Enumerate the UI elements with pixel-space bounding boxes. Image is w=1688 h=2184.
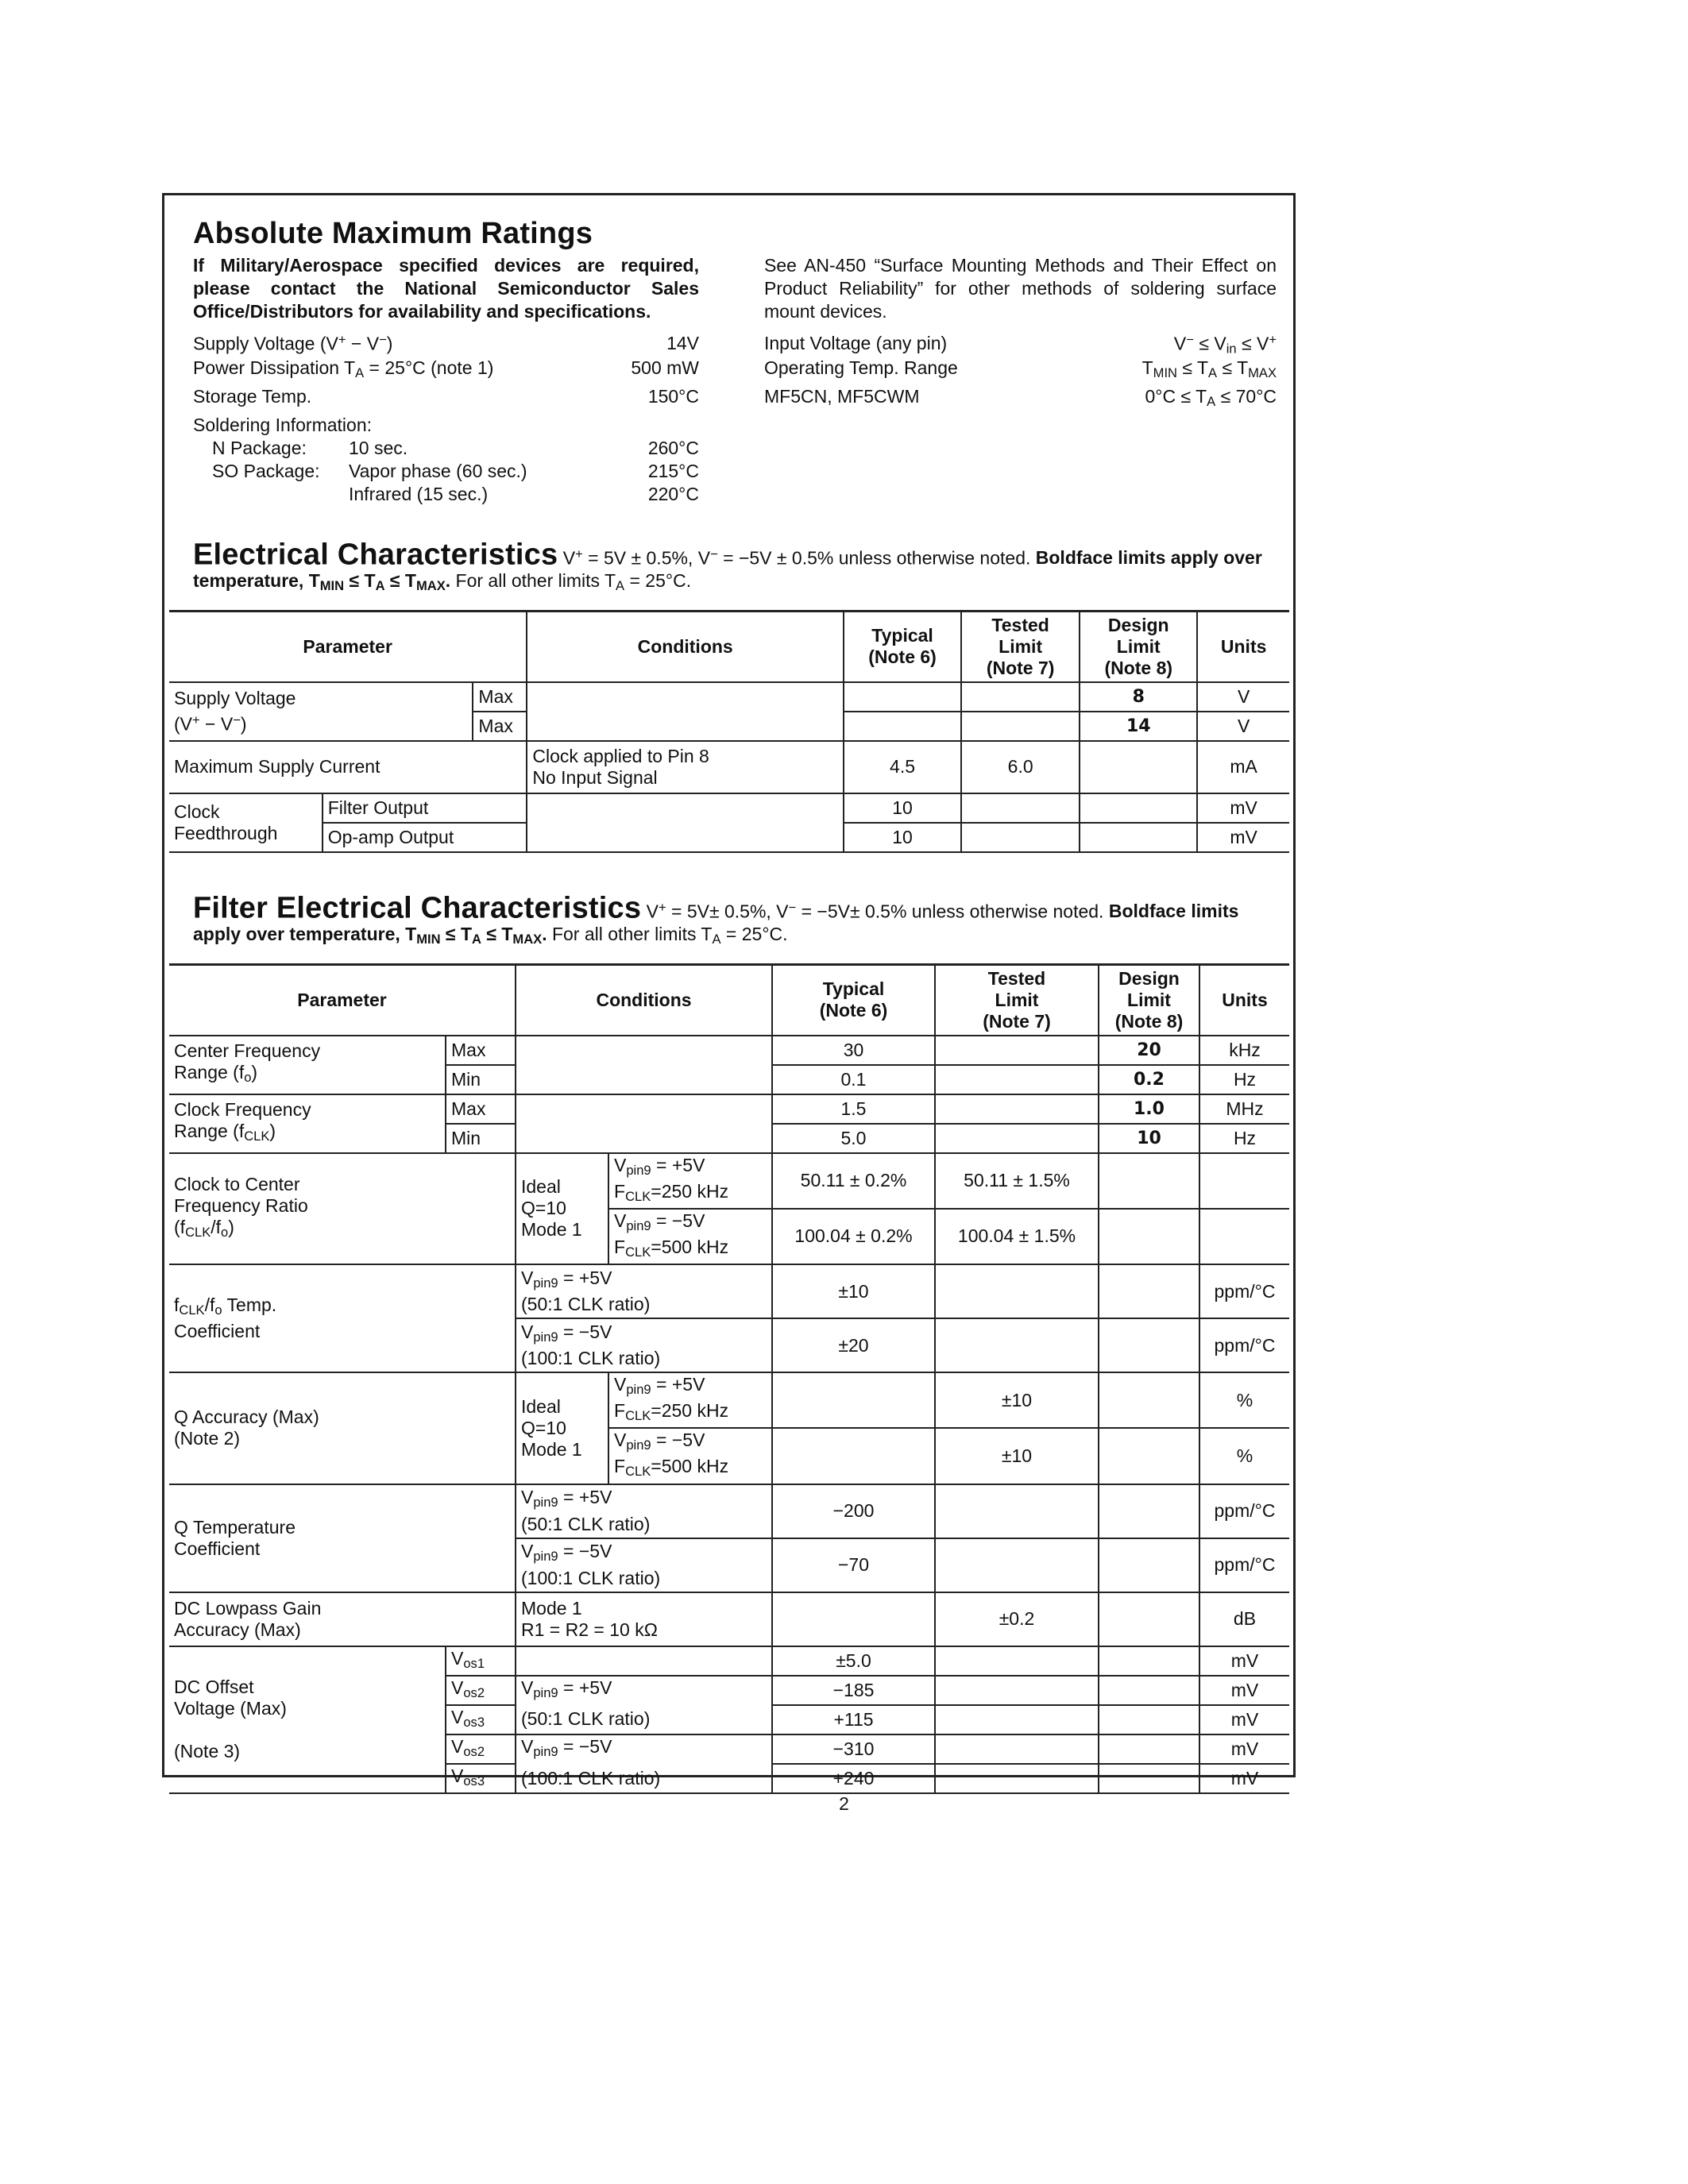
page-number: 2 — [839, 1793, 849, 1814]
table-row: DC Lowpass Gain Accuracy (Max) Mode 1 R1 = R2 = 10 kΩ ±0.2 dB — [169, 1592, 1289, 1646]
soldering-n-package: N Package: 10 sec. 260°C — [212, 438, 699, 458]
rating-input-voltage: Input Voltage (any pin) $V^- \le V_{in} \le V^+$ — [764, 332, 1277, 357]
table-row: $V_{pin9} = -5V$ $F_{CLK}=500$ kHz ±10 % — [169, 1428, 1289, 1484]
table-row: Min 5.0 10 Hz — [169, 1124, 1289, 1153]
soldering-so-vapor: SO Package: Vapor phase (60 sec.) 215°C — [212, 461, 699, 481]
table-row: $V_{pin9} = -5V$ (100:1 CLK ratio) −70 ppm/°C — [169, 1538, 1289, 1592]
table-row: Q Accuracy (Max) (Note 2) Ideal Q=10 Mode 1 $V_{pin9} = +5V$ $F_{CLK}=250$ kHz ±10 % — [169, 1372, 1289, 1428]
table-row: $V_{os3}$ (100:1 CLK ratio) +240 mV — [169, 1764, 1289, 1793]
military-note: If Military/Aerospace specified devices are required, please contact the National Semiconductor Sales Office/Distributors for availability and specifications. — [193, 255, 699, 322]
table-row: Max 14 V — [169, 712, 1289, 741]
table-row: Clock Frequency Range $(f_{CLK})$ Max 1.5 1.0 MHz — [169, 1094, 1289, 1124]
table-row: Center Frequency Range $(f_o)$ Max 30 20 kHz — [169, 1036, 1289, 1065]
filter-table: Parameter Conditions Typical (Note 6) Tested Limit (Note 7) Design Limit (Note 8) Units Center Frequency Range $(f_o)$ Max 30 20 kHz Min 0.1 0.2 Hz Clock Frequency Range $(f_{CLK})$ Max 1.5 1.0 MHz Min 5.0 10 Hz Clock to Center Frequency Ratio $(f_{CLK}/f_o)$ Ideal Q=10 Mode 1 $V_{pin9} = +5V$ $F_{CLK}=250$ kHz 50.11 ± 0.2% 50.11 ± 1.5% $V_{pin9} = -5V$ $F_{CLK}=500$ kHz 100.04 ± 0.2% 100.04 ± 1.5% $f_{CLK}/f_o$ Temp. Coefficient $V_{pin9} = +5V$ (50:1 CLK ratio) ±10 ppm/°C $V_{pin9} = -5V$ (100:1 CLK ratio) ±20 ppm/°C Q Accuracy (Max) (Note 2) Ideal Q=10 Mode 1 $V_{pin9} = +5V$ $F_{CLK}=250$ kHz ±10 % $V_{pin9} = -5V$ $F_{CLK}=500$ kHz ±10 % Q Temperature Coefficient $V_{pin9} = +5V$ (50:1 CLK ratio) −200 ppm/°C $V_{pin9} = -5V$ (100:1 CLK ratio) −70 ppm/°C DC Lowpass Gain Accuracy (Max) Mode 1 R1 = R2 = 10 kΩ ±0.2 dB DC Offset Voltage (Max) (Note 3) $V_{os1}$ ±5.0 mV $V_{os2}$ $V_{pin9} = +5V$ −185 mV $V_{os3}$ (50:1 CLK ratio) +115 mV $V_{os2}$ $V_{pin9} = -5V$ −310 mV $V_{os3}$ (100:1 CLK ratio) +240 mV — [169, 963, 1289, 1794]
table-row: Maximum Supply Current Clock applied to Pin 8 No Input Signal 4.5 6.0 mA — [169, 741, 1289, 793]
table-row: Clock Feedthrough Filter Output 10 mV — [169, 793, 1289, 823]
filter-section-title: Filter Electrical Characteristics V+ = 5V± 0.5%, V− = −5V± 0.5% unless otherwise noted. Boldface limits apply over temperature, $T_{MIN} \le T_A \le T_{MAX}$. For all other limits $T_A = 25^\circ C$. — [193, 891, 1239, 947]
rating-part-temp: MF5CN, MF5CWM $0^\circ C \le T_A \le 70^\circ C$ — [764, 386, 1277, 410]
abs-max-right-column — [764, 254, 1277, 414]
elec-table: Parameter Conditions Typical (Note 6) Tested Limit (Note 7) Design Limit (Note 8) Units Supply Voltage (V+ − V−) Max 8 V Max 14 V Maximum Supply Current Clock applied to Pin 8 No Input Signal 4.5 6.0 mA Clock Feedthrough Filter Output 10 mV Op-amp Output 10 mV — [169, 610, 1289, 853]
table-row: $V_{os3}$ (50:1 CLK ratio) +115 mV — [169, 1705, 1289, 1734]
rating-supply-voltage: Supply Voltage (V+ − V−) 14V — [193, 332, 699, 354]
rating-power-dissipation: Power Dissipation $T_A = 25^\circ C$ (note 1) 500 mW — [193, 357, 699, 381]
rating-operating-temp: Operating Temp. Range $T_{MIN} \le T_A \le T_{MAX}$ — [764, 357, 1277, 381]
table-row: Clock to Center Frequency Ratio $(f_{CLK}/f_o)$ Ideal Q=10 Mode 1 $V_{pin9} = +5V$ $F_{CLK}=250$ kHz 50.11 ± 0.2% 50.11 ± 1.5% — [169, 1153, 1289, 1209]
table-row: $V_{pin9} = -5V$ (100:1 CLK ratio) ±20 ppm/°C — [169, 1318, 1289, 1372]
table-row: Min 0.1 0.2 Hz — [169, 1065, 1289, 1094]
abs-max-title: Absolute Maximum Ratings — [193, 217, 593, 250]
an450-note: See AN-450 “Surface Mounting Methods and Their Effect on Product Reliability” for other methods of soldering surface mount devices. — [764, 255, 1277, 322]
table-row: Op-amp Output 10 mV — [169, 823, 1289, 852]
table-row: $f_{CLK}/f_o$ Temp. Coefficient $V_{pin9} = +5V$ (50:1 CLK ratio) ±10 ppm/°C — [169, 1264, 1289, 1318]
soldering-so-infrared: Infrared (15 sec.) 220°C — [349, 484, 699, 504]
table-row: $V_{os2}$ $V_{pin9} = -5V$ −310 mV — [169, 1734, 1289, 1764]
rating-storage-temp: Storage Temp. 150°C — [193, 386, 699, 407]
soldering-label: Soldering Information: — [193, 415, 373, 435]
abs-max-left-column — [193, 254, 699, 506]
table-row: Q Temperature Coefficient $V_{pin9} = +5V$ (50:1 CLK ratio) −200 ppm/°C — [169, 1484, 1289, 1538]
table-row: $V_{os2}$ $V_{pin9} = +5V$ −185 mV — [169, 1676, 1289, 1705]
table-row: DC Offset Voltage (Max) (Note 3) $V_{os1}$ ±5.0 mV — [169, 1646, 1289, 1676]
table-row: Supply Voltage (V+ − V−) Max 8 V — [169, 682, 1289, 712]
elec-section-title: Electrical Characteristics V+ = 5V ± 0.5%, V− = −5V ± 0.5% unless otherwise noted. Boldface limits apply over temperature, $T_{MIN} \le T_A \le T_{MAX}$. For all other limits $T_A = 25^\circ C$. — [193, 538, 1262, 594]
table-row: $V_{pin9} = -5V$ $F_{CLK}=500$ kHz 100.04 ± 0.2% 100.04 ± 1.5% — [169, 1209, 1289, 1264]
